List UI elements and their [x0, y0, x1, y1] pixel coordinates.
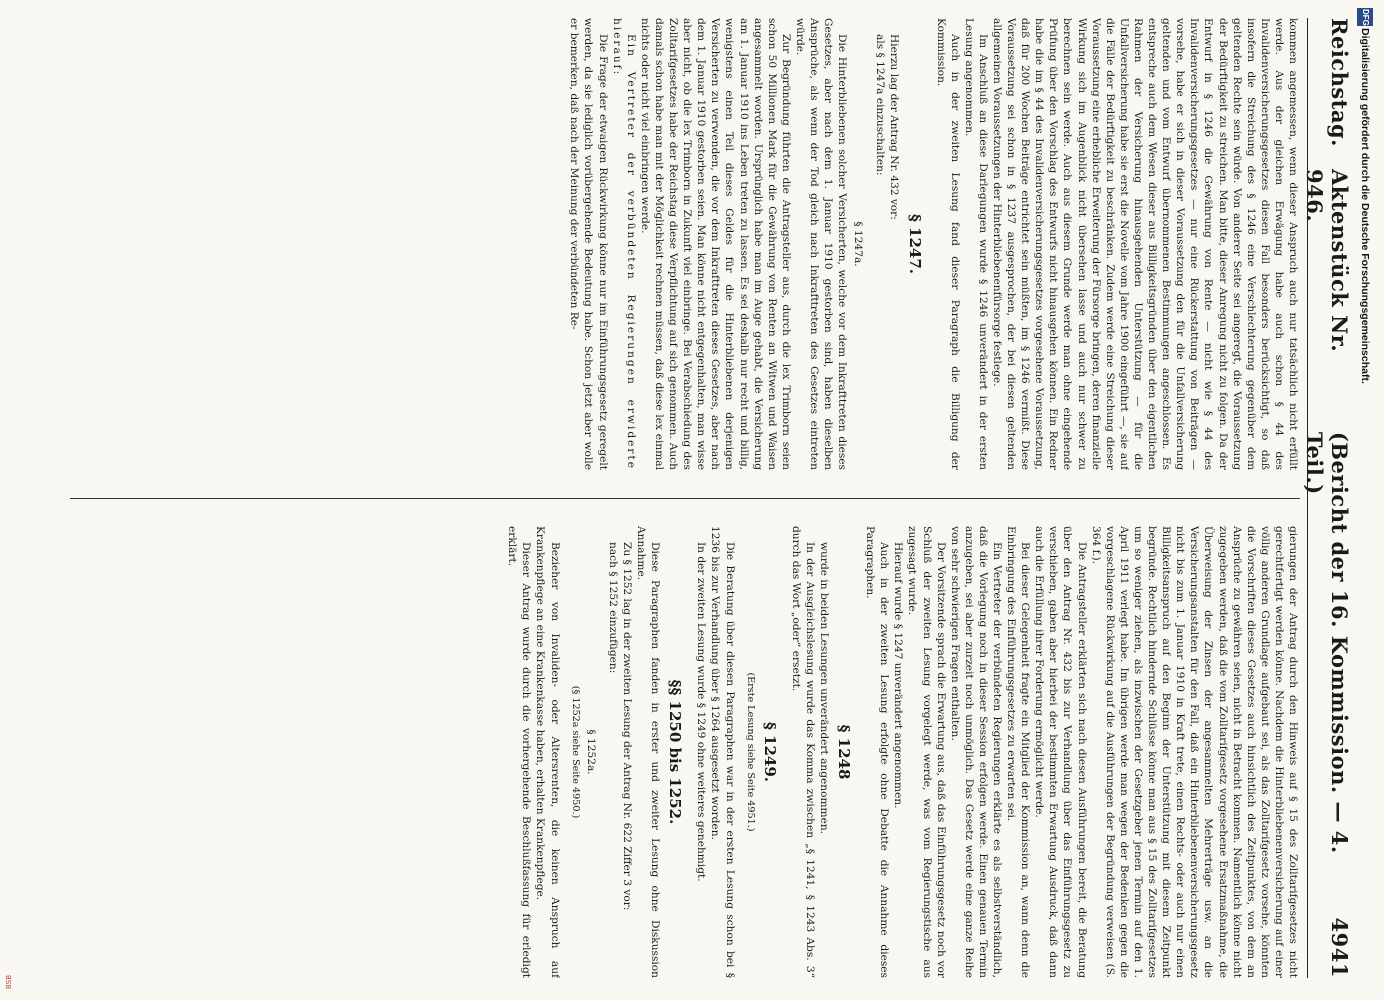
- paragraph: Hierauf wurde § 1247 unverändert angenommen.: [892, 542, 905, 809]
- paragraph: als § 1247a einzuschalten:: [874, 34, 887, 176]
- paragraph: Ein Vertreter der verbündeten Regierungen erklärte es als selbstverständlich, daß die Vorlegung noch in dieser Session erfolgen werde. Einen genauen Termin anzugeben, sei aber zurzeit noch unmöglich. Das Gesetz werde eine ganze Reihe von sehr schwierigen Fragen enthalten.: [948, 526, 1004, 978]
- column-divider: [70, 498, 1300, 499]
- paragraph: Der Vorsitzende sprach die Erwartung aus, daß das Einführungsgesetz noch vor Schluß der zweiten Lesung vorgelegt werde, was vom Regierungstische aus zugesagt wurde.: [906, 526, 947, 978]
- sub-heading: § 1247a.: [852, 221, 865, 267]
- document-page: [62, 18, 1352, 978]
- paragraph: Auch in der zweiten Lesung fand dieser Paragraph die Billigung der Kommission.: [934, 18, 961, 470]
- paragraph: Hierzu lag der Antrag Nr. 432 vor:: [888, 34, 901, 220]
- digitization-credit: Digitalisierung gefördert durch die Deutsche Forschungsgemeinschaft.: [1359, 28, 1371, 384]
- page-number: 4941: [1327, 917, 1352, 978]
- sub-heading: § 1252a.: [584, 729, 597, 775]
- section-heading: § 1249.: [760, 721, 779, 783]
- paragraph: In der zweiten Lesung wurde § 1249 ohne weiteres genehmigt.: [695, 542, 708, 882]
- page-header: [1302, 18, 1352, 978]
- left-column: [70, 18, 1300, 470]
- paragraph: gierungen der Antrag durch den Hinweis auf § 15 des Zolltarifgesetzes nicht gerechtfertigt werden könne. Nachdem die Hinterbliebenenversicherung auf einer völlig anderen Grundlage aufgebaut sei, als das Zolltarifgesetz vorsehe, könnten die Vorschriften dieses Gesetzes auch hinsichtlich des Zeitpunktes, von dem an Ansprüche zu gewähren seien, nicht in Betracht kommen. Namentlich könne nicht zugegeben werden, daß die vom Zolltarifgesetz vorgesehene Ersatzmaßnahme, die Überweisung der Zinsen der angesammelten Mehrerträge usw. an die Versicherungsanstalten für den Fall, daß ein Hinterbliebenenversicherungsgesetz nicht bis zum 1. Januar 1910 in Kraft trete, einen Rechts- oder auch nur einen Billigkeitsanspruch auf den Beginn der Unterstützung mit diesem Zeitpunkt begründe. Rechtlich hindernde Schlüsse könne man aus § 15 des Zolltarifgesetzes um so weniger ziehen, als inzwischen der Gesetzgeber jenen Termin auf den 1. April 1911 verlegt habe. Im übrigen werde man wegen der Bedenken gegen die vorgeschlagene Rückwirkung auf die Ausführungen der Begründung verweisen (S. 364 f.).: [1089, 526, 1299, 978]
- header-subtitle: (Bericht der 16. Kommission. — 4. Teil.): [1302, 431, 1352, 854]
- header-rule: [1307, 18, 1308, 978]
- dfg-logo: DFG: [1357, 8, 1373, 26]
- right-column: [70, 526, 1300, 978]
- paragraph: Im Anschluß an diese Darlegungen wurde § 1246 unverändert in der ersten Lesung angenommen.: [962, 18, 989, 470]
- section-heading: § 1247.: [905, 213, 924, 275]
- paragraph: Diese Paragraphen fanden in erster und zweiter Lesung ohne Diskussion Annahme.: [635, 526, 662, 978]
- section-heading: §§ 1250 bis 1252.: [666, 679, 685, 825]
- paragraph: Bei dieser Gelegenheit fragte ein Mitglied der Kommission an, wann denn die Einbringung des Einführungsgesetzes zu erwarten sei.: [1005, 526, 1032, 978]
- header-publication: Reichstag.: [1327, 18, 1352, 147]
- header-title: Aktenstück Nr. 946.: [1302, 168, 1352, 353]
- library-mark: BSB: [6, 975, 13, 990]
- paragraph: Ein Vertreter der verbündeten Regierungen erwiderte hierauf:: [610, 18, 637, 470]
- paragraph: kommen angemessen, wenn dieser Anspruch auch nur tatsächlich nicht erfüllt werde. Aus der gleichen Erwägung habe auch schon § 44 des Invalidenversicherungsgesetzes diesen Fall besonders berücksichtigt, so daß insofern die Streichung des § 1246 eine Verschlechterung gegenüber dem geltenden Rechte sein würde. Von anderer Seite sei angeregt, die Voraussetzung der Bedürftigkeit zu streichen. Man bitte, dieser Anregung nicht zu folgen. Da der Entwurf in § 1246 die Gewährung von Rente — nicht wie § 44 des Invalidenversicherungsgesetzes — nur eine Rückerstattung von Beiträgen — vorsehe, habe er sich in dieser Voraussetzung den für die Unfallversicherung geltenden und vom Entwurf übernommenen Bestimmungen angeschlossen. Es entspreche auch dem Wesen dieser aus Billigkeitsgründen über den eigentlichen Rahmen der Versicherung hinausgehenden Unterstützung — für die Unfallversicherung habe sie erst die Novelle vom Jahre 1900 eingeführt —, sie auf die Fälle der Bedürftigkeit zu beschränken. Zudem werde eine Streichung dieser Voraussetzung eine erhebliche Erweiterung der Fürsorge bringen, deren finanzielle Wirkung sich im Augenblick nicht übersehen lasse und auch nur schwer zu berechnen sein werde. Auch aus diesem Grunde werde man ohne eingehende Prüfung über den Vorschlag des Entwurfs nicht hinausgehen können. Ein Redner habe die im § 44 des Invalidenversicherungsgesetzes vorgesehene Voraussetzung, daß für 200 Wochen Beiträge entrichtet sein müßten, im § 1246 vermißt. Diese Voraussetzung sei schon in § 1237 ausgesprochen, der bei diesen geltenden allgemeinen Voraussetzungen der Hinterbliebenenfürsorge festlege.: [991, 18, 1299, 470]
- paragraph: Die Hinterbliebenen solcher Versicherten, welche vor dem Inkrafttreten dieses Gesetzes, aber nach dem 1. Januar 1910 gestorben sind, haben dieselben Ansprüche, als wenn der Tod gleich nach Inkrafttreten des Gesetzes eintreten würde.: [793, 18, 849, 470]
- paragraph: nach § 1252 einzufügen:: [606, 542, 619, 674]
- paragraph: In der Ausgleichslesung wurde das Komma zwischen „§ 1241, § 1243 Abs. 3“ durch das Wort „oder“ ersetzt.: [789, 526, 816, 978]
- paragraph: Zur Begründung führten die Antragsteller aus, durch die lex Trimborn seien schon 50 Millionen Mark für die Gewährung von Renten an Witwen und Waisen angesammelt worden. Ursprünglich habe man im Auge gehabt, die Versicherung am 1. Januar 1910 ins Leben treten zu lassen. Es sei deshalb nur recht und billig, wenigstens einen Teil dieses Geldes für die Hinterbliebenen derjenigen Versicherten zu verwenden, die vor dem Inkrafttreten dieses Gesetzes, aber nach dem 1. Januar 1910 gestorben seien. Man könne nicht entgegenhalten, man wisse aber nicht, ob die lex Trimborn in Zukunft viel einbringe. Bei Verabschiedung des Zolltarifgesetzes habe der Reichstag diese Verpflichtung auf sich genommen. Auch damals schon habe man mit der Möglichkeit rechnen müssen, daß diese lex einmal nichts oder nicht viel einbringen werde.: [638, 18, 792, 470]
- header-left-group: [1302, 18, 1352, 918]
- section-note: (§ 1252a siehe Seite 4950.): [569, 685, 581, 819]
- paragraph: Zu § 1252 lag in der zweiten Lesung der Antrag Nr. 622 Ziffer 3 vor:: [620, 542, 633, 911]
- section-note: (Erste Lesung siehe Seite 4951.): [744, 672, 756, 832]
- paragraph: wurde in beiden Lesungen unverändert angenommen.: [818, 542, 830, 835]
- paragraph: Die Antragsteller erklärten sich nach diesen Ausführungen bereit, die Beratung über den Antrag Nr. 432 bis zur Verhandlung über das Einführungsgesetz zu verschieben, gaben aber hierbei der bestimmten Erwartung Ausdruck, daß dann auch die Erfüllung ihrer Forderung ermöglicht werde.: [1033, 526, 1088, 978]
- section-heading: § 1248: [835, 724, 854, 780]
- paragraph: Dieser Antrag wurde durch die vorhergehende Beschlußfassung für erledigt erklärt.: [506, 526, 533, 978]
- paragraph: Die Beratung über diesen Paragraphen war in der ersten Lesung schon bei § 1236 bis zur Verhandlung über § 1264 ausgesetzt worden.: [709, 526, 736, 978]
- paragraph: Auch in der zweiten Lesung erfolgte ohne Debatte die Annahme dieses Paragraphen.: [864, 526, 891, 978]
- paragraph: Bezieher von Invaliden- oder Altersrenten, die keinen Anspruch auf Krankenpflege an eine Krankenkasse haben, erhalten Krankenpflege.: [534, 526, 561, 978]
- paragraph: Die Frage der etwaigen Rückwirkung könne nur im Einführungsgesetz geregelt werden, da sie lediglich vorübergehende Bedeutung habe. Schon jetzt aber wolle er bemerken, daß nach der Meinung der verbündeten Re-: [568, 18, 609, 470]
